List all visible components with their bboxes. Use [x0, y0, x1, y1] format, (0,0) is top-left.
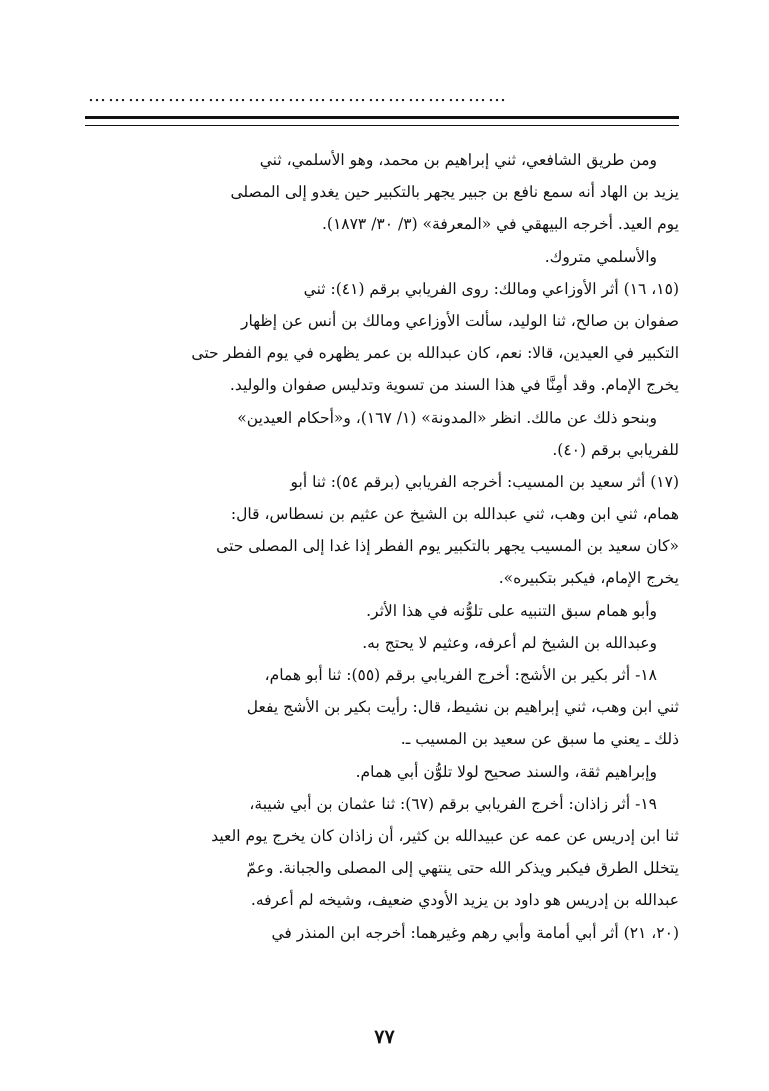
text-line: يخرج الإمام. وقد أمِنَّا في هذا السند من تسوية وتدليس صفوان والوليد.	[229, 376, 679, 395]
text-line: وأبو همام سبق التنبيه على تلوُّنه في هذا الأثر.	[366, 601, 657, 620]
text-line: يخرج الإمام، فيكبر بتكبيره».	[498, 569, 679, 588]
text-line: ومن طريق الشافعي، ثني إبراهيم بن محمد، وهو الأسلمي، ثني	[259, 151, 657, 169]
text-line: ١٨- أثر بكير بن الأشج: أخرج الفريابي برقم (٥٥): ثنا أبو همام،	[264, 666, 657, 684]
text-line: والأسلمي متروك.	[544, 247, 657, 266]
header-rule-thin	[85, 125, 679, 126]
page-body-text	[85, 144, 679, 949]
text-line: ذلك ـ يعني ما سبق عن سعيد بن المسيب ـ.	[400, 730, 679, 749]
text-line: (١٥، ١٦) أثر الأوزاعي ومالك: روى الفريابي برقم (٤١): ثني	[303, 279, 679, 298]
text-line: التكبير في العيدين، قالا: نعم، كان عبدالله بن عمر يظهره في يوم الفطر حتى	[191, 344, 679, 363]
text-line: (١٧) أثر سعيد بن المسيب: أخرجه الفريابي (برقم ٥٤): ثنا أبو	[290, 472, 679, 491]
text-line: ثني ابن وهب، ثني إبراهيم بن نشيط، قال: رأيت بكير بن الأشج يفعل	[246, 698, 679, 717]
text-line: وإبراهيم ثقة، والسند صحيح لولا تلوُّن أبي همام.	[355, 762, 657, 781]
text-line: يتخلل الطرق فيكبر ويذكر الله حتى ينتهي إلى المصلى والجبانة. وعمّ	[246, 859, 679, 878]
text-line: يوم العيد. أخرجه البيهقي في «المعرفة» (٣/ ٣٠/ ١٨٧٣).	[321, 215, 679, 234]
text-line: عبدالله بن إدريس هو داود بن يزيد الأودي ضعيف، وشيخه لم أعرفه.	[250, 891, 679, 910]
text-line: همام، ثني ابن وهب، ثني عبدالله بن الشيخ عن عثيم بن نسطاس، قال:	[230, 505, 679, 524]
text-line: ١٩- أثر زاذان: أخرج الفريابي برقم (٦٧): ثنا عثمان بن أبي شيبة،	[249, 794, 657, 813]
text-line: «كان سعيد بن المسيب يجهر بالتكبير يوم الفطر إذا غدا إلى المصلى حتى	[216, 537, 679, 556]
page-number: ٧٧	[374, 1026, 395, 1048]
text-line: ثنا ابن إدريس عن عمه عن عبيدالله بن كثير، أن زاذان كان يخرج يوم العيد	[211, 826, 679, 845]
text-line: وبنحو ذلك عن مالك. انظر «المدونة» (١/ ١٦٧)، و«أحكام العيدين»	[237, 408, 657, 427]
text-line: صفوان بن صالح، ثنا الوليد، سألت الأوزاعي ومالك بن أنس عن إظهار	[241, 311, 679, 330]
text-line: (٢٠، ٢١) أثر أبي أمامة وأبي رهم وغيرهما: أخرجه ابن المنذر في	[271, 923, 679, 942]
header-rule-thick	[85, 116, 679, 119]
header-dotted-line: ………………………………………………………	[88, 86, 508, 106]
text-line: يزيد بن الهاد أنه سمع نافع بن جبير يجهر بالتكبير حين يغدو إلى المصلى	[230, 183, 679, 202]
text-line: للفريابي برقم (٤٠).	[552, 440, 679, 459]
text-line: وعبدالله بن الشيخ لم أعرفه، وعثيم لا يحتج به.	[362, 633, 657, 652]
